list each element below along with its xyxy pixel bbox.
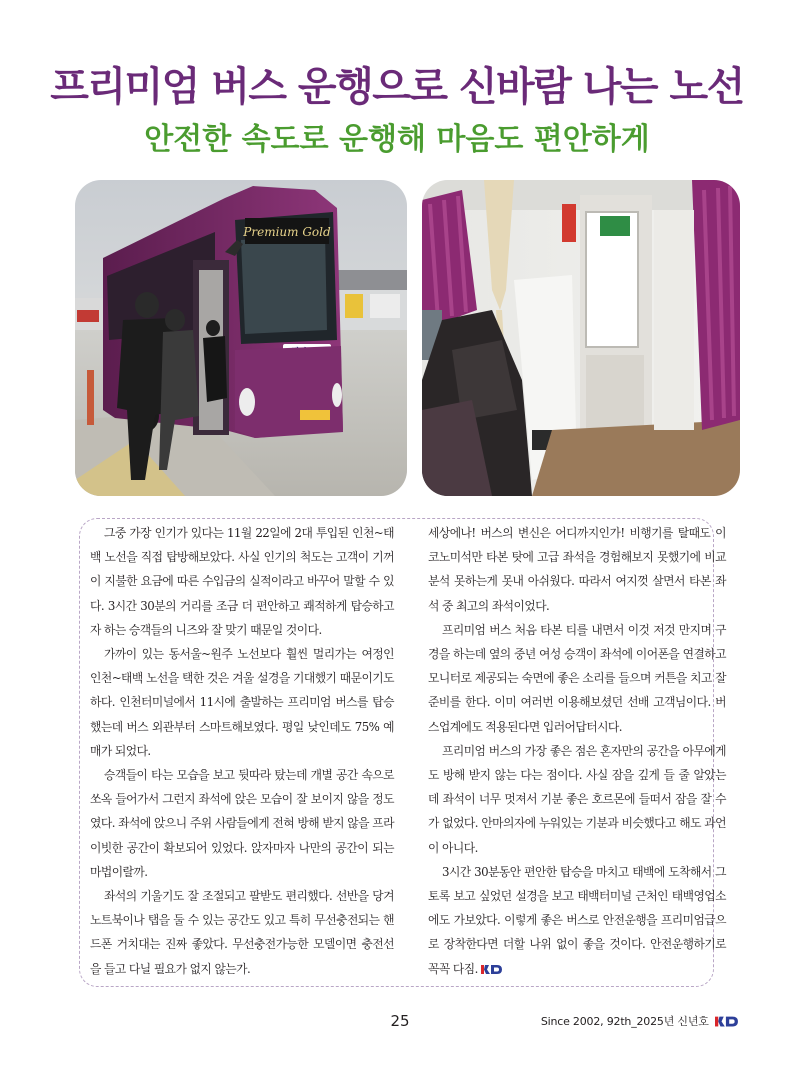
bus-sign-text: Premium Gold xyxy=(243,225,331,239)
kd-logo-icon xyxy=(715,1014,739,1028)
article-right-column xyxy=(428,521,726,981)
article-paragraph-text: 3시간 30분동안 편안한 탑승을 마치고 태백에 도착해서 그토록 보고 싶었던 설경을 보고 태백터미널 근처인 태백영업소에도 가보았다. 이렇게 좋은 버스로 안전운행을 프리미엄급으로 장착한다면 더할 나위 없이 좋을 것이다. 안전운행하기로 꼭꼭 다짐. xyxy=(428,864,726,976)
article-left-column xyxy=(90,521,394,981)
footer-issue-text: Since 2002, 92th_2025년 신년호 xyxy=(540,1015,709,1028)
bus-interior-photo xyxy=(422,180,740,496)
article-paragraph: 그중 가장 인기가 있다는 11월 22일에 2대 투입된 인천~태백 노선을 직접 탑방해보았다. 사실 인기의 척도는 고객이 기꺼이 지불한 요금에 따른 수입금의 실적이라고 바꾸어 말할 수 있다. 3시간 30분의 거리를 조금 더 편안하고 쾌적하게 탑승하고자 하는 승객들의 니즈와 잘 맞기 때문일 것이다. xyxy=(90,526,394,637)
kd-logo-icon xyxy=(481,963,503,975)
article-paragraph: 프리미엄 버스 처음 타본 티를 내면서 이것 저것 만지며 구경을 하는데 옆의 중년 여성 승객이 좌석에 이어폰을 연결하고 모니터로 제공되는 숙면에 좋은 소리를 들으며 커튼을 치고 잘 준비를 한다. 이미 여러번 이용해보셨던 선배 고객님이다. 버스업계에도 적용된다면 입러어답터시다. xyxy=(428,622,726,734)
article-paragraph: 가까이 있는 동서울~원주 노선보다 훨씬 멀리가는 여정인 인천~태백 노선을 택한 것은 겨울 설경을 기대했기 때문이기도 하다. 인천터미널에서 11시에 출발하는 프리미엄 버스를 탑승했는데 버스 외관부터 스마트해보였다. 평일 낮인데도 75% 예매가 되었다. xyxy=(90,647,394,758)
article-paragraph: 세상에나! 버스의 변신은 어디까지인가! 비행기를 탈때도 이코노미석만 타본 탓에 고급 좌석을 경험해보지 못했기에 비교 분석 못하는게 못내 아쉬웠다. 따라서 여지껏 살면서 타본 좌석 중 최고의 좌석이었다. xyxy=(428,526,726,613)
article-paragraph: 좌석의 기울기도 잘 조절되고 팔받도 편리했다. 선반을 당겨 노트북이나 탭을 둘 수 있는 공간도 있고 특히 무선충전되는 핸드폰 거치대는 진짜 좋았다. 무선충전가능한 모델이면 충전선을 들고 다닐 필요가 없지 않는가. xyxy=(90,889,394,976)
page-number: 25 xyxy=(390,1012,410,1030)
article-paragraph: 승객들이 타는 모습을 보고 뒷따라 탔는데 개별 공간 속으로 쏘옥 들어가서 그런지 좌석에 앉은 모습이 잘 보이지 않을 정도였다. 좌석에 앉으니 주위 사람들에게 전혀 방해 받지 않을 프라이빗한 공간이 확보되어 있었다. 앉자마자 나만의 공간이 되는 마법이랄까. xyxy=(90,768,394,879)
article-paragraph-last xyxy=(428,860,726,981)
page-subtitle: 안전한 속도로 운행해 마음도 편안하게 xyxy=(144,122,650,157)
bus-exterior-photo xyxy=(75,180,407,496)
footer-issue xyxy=(541,1013,739,1029)
article-paragraph: 프리미엄 버스의 가장 좋은 점은 혼자만의 공간을 아무에게도 방해 받지 않는 다는 점이다. 사실 잠을 깊게 들 줄 알았는데 좌석이 너무 멋져서 기분 좋은 호르몬에 들떠서 잠을 잘 수가 없었다. 안마의자에 누워있는 기분과 비슷했다고 해도 과언이 아니다. xyxy=(428,743,726,855)
page-title: 프리미엄 버스 운행으로 신바람 나는 노선 xyxy=(50,64,744,110)
